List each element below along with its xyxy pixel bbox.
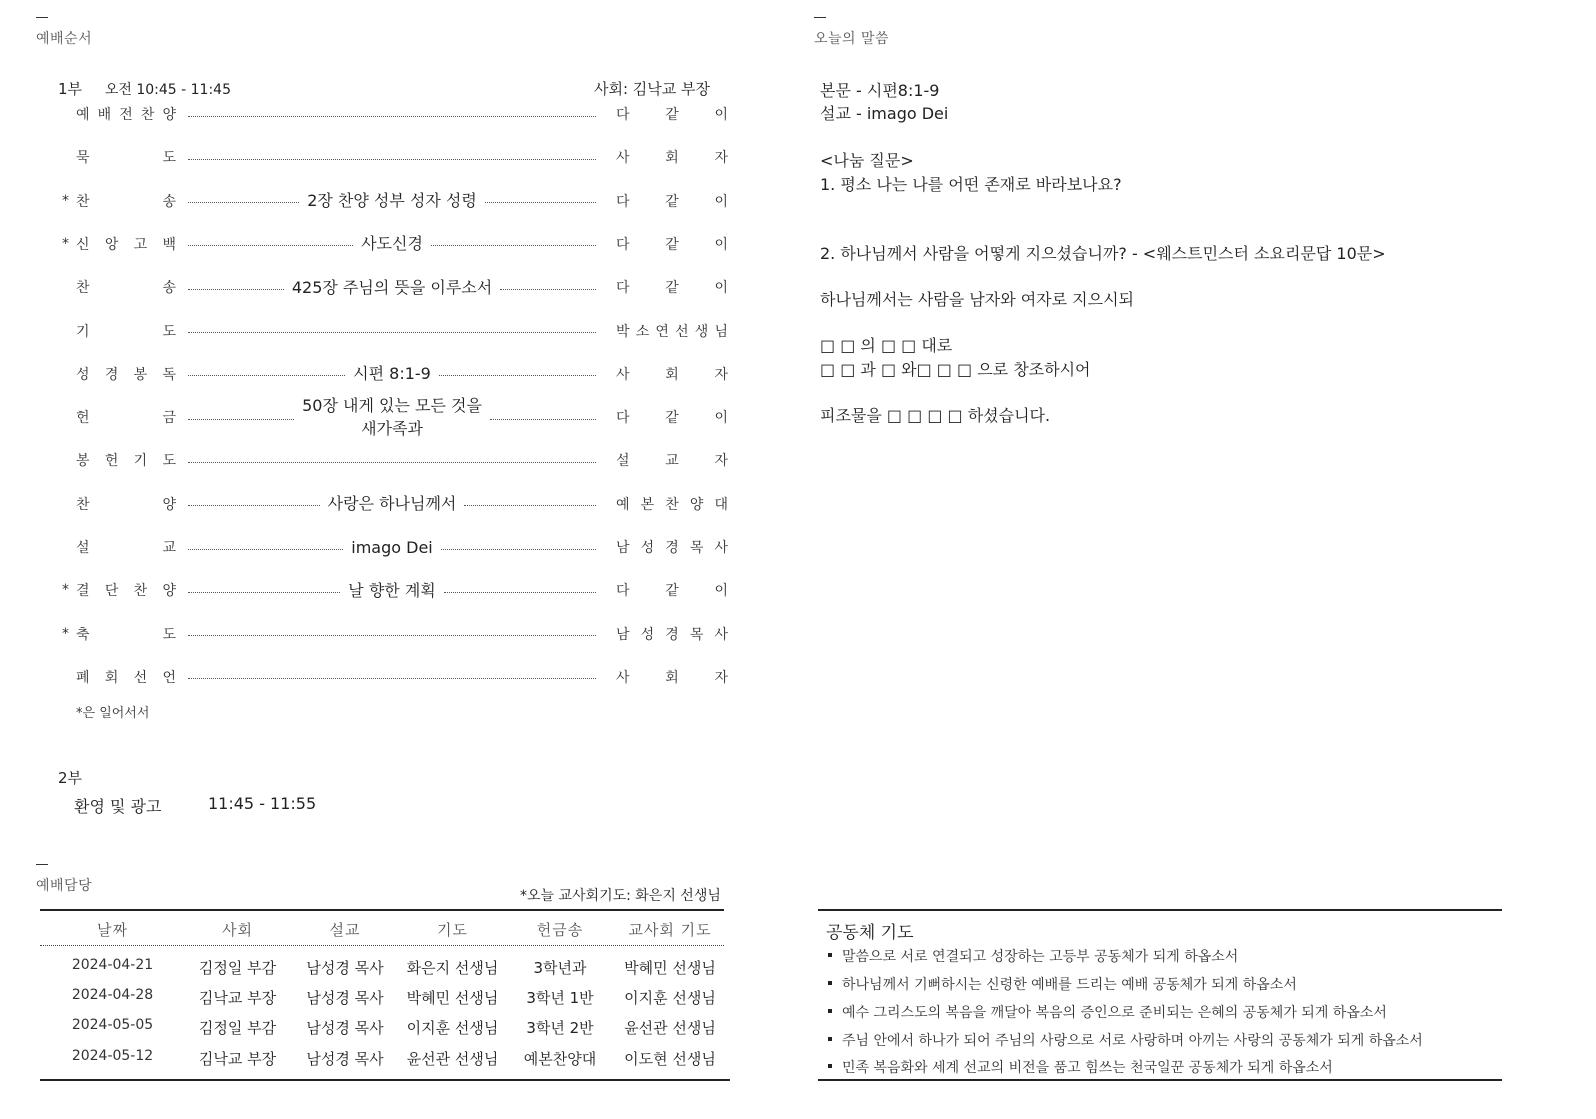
cell-date: 2024-05-12 — [71, 1048, 154, 1064]
order-item-label — [62, 450, 180, 470]
dotted-leader — [188, 635, 596, 636]
dotted-leader — [188, 332, 596, 333]
section-mark-word — [814, 17, 826, 18]
dotted-leader — [188, 245, 353, 246]
leader-char: 성 — [640, 540, 655, 556]
leader-char: 이 — [714, 583, 728, 600]
label-char: 양 — [162, 583, 176, 600]
sermon-title: 설교 - imago Dei — [820, 104, 949, 123]
order-item-label-chars — [76, 234, 176, 254]
label-char: 헌 — [104, 453, 119, 470]
dotted-leader — [441, 549, 596, 550]
leader-char: 본 — [640, 496, 655, 513]
leader-char: 이 — [714, 236, 728, 253]
order-item-label — [62, 364, 180, 384]
dotted-leader — [188, 462, 596, 463]
dotted-leader — [188, 592, 340, 593]
order-item-label — [62, 580, 180, 600]
order-item-label-chars — [76, 191, 176, 211]
order-item — [62, 657, 728, 697]
order-item-content: 시편 8:1-9 — [353, 364, 431, 384]
label-char: 찬 — [133, 583, 148, 600]
dotted-leader — [188, 419, 294, 420]
order-item-leader-name — [616, 407, 728, 427]
label-char: 독 — [162, 366, 176, 383]
order-item-content: 사랑은 하나님께서 — [327, 494, 457, 514]
prayer-item — [828, 946, 1238, 966]
order-item-leader — [188, 536, 596, 559]
label-char: 송 — [162, 193, 176, 210]
leader-char: 같 — [665, 236, 679, 253]
prayer-item-text: 하나님께서 기뻐하시는 신령한 예배를 드리는 예배 공동체가 되게 하옵소서 — [842, 977, 1297, 993]
order-item-leader-name — [616, 494, 728, 514]
table-row — [40, 957, 730, 978]
header-offering-song: 헌금송 — [536, 921, 584, 939]
label-char: 도 — [162, 453, 176, 470]
part1-host: 사회: 김낙교 부장 — [594, 80, 711, 98]
prayer-item — [828, 1057, 1333, 1077]
label-char: 배 — [97, 107, 112, 123]
order-item-label-chars — [76, 537, 176, 557]
prayer-item — [828, 974, 1297, 994]
leader-char: 선 — [675, 323, 689, 340]
label-char: 헌 — [76, 410, 90, 427]
cell-host: 김낙교 부장 — [198, 989, 277, 1007]
table-row — [40, 1017, 730, 1038]
cell-date: 2024-04-21 — [71, 957, 154, 973]
leader-char: 사 — [714, 540, 728, 556]
order-item-label-chars — [76, 321, 176, 341]
label-char: 예 — [76, 107, 90, 123]
order-item-leader — [188, 155, 596, 160]
dotted-leader — [500, 289, 596, 290]
leader-char: 경 — [665, 540, 679, 556]
order-item-label — [62, 147, 180, 167]
order-item-leader-name — [616, 580, 728, 600]
dotted-leader — [444, 592, 596, 593]
cell-prayer: 화은지 선생님 — [406, 959, 499, 977]
leader-char: 경 — [665, 626, 679, 643]
standing-marker: * — [62, 192, 69, 209]
leader-char: 생 — [694, 323, 709, 340]
leader-char: 이 — [714, 193, 728, 210]
header-date: 날짜 — [97, 921, 128, 939]
order-item-leader-name — [616, 537, 728, 557]
leader-char: 이 — [714, 410, 728, 427]
part2-item: 환영 및 광고 — [74, 797, 162, 816]
order-item-label-chars — [76, 450, 176, 470]
order-item-label — [62, 667, 180, 687]
order-item-leader — [188, 112, 596, 117]
label-char: 축 — [76, 626, 90, 643]
leader-char: 다 — [616, 236, 630, 253]
cell-sermon: 남성경 목사 — [306, 959, 384, 977]
label-char: 앙 — [104, 236, 119, 253]
order-item — [62, 94, 728, 134]
answer-line-1: 하나님께서는 사람을 남자와 여자로 지으시되 — [820, 290, 1135, 309]
table-top-rule — [40, 909, 724, 911]
table-row — [40, 987, 730, 1008]
order-item — [62, 527, 728, 567]
label-char: 단 — [104, 583, 119, 600]
cell-sermon: 남성경 목사 — [306, 989, 384, 1007]
table-bottom-rule — [40, 1079, 730, 1081]
table-header-rule — [40, 945, 724, 946]
order-item-label — [62, 104, 180, 124]
order-item-label — [62, 407, 180, 427]
leader-char: 같 — [665, 107, 679, 123]
standing-marker: * — [62, 235, 69, 252]
order-item-content: 날 향한 계획 — [348, 580, 436, 600]
leader-char: 자 — [714, 669, 728, 686]
teacher-prayer-note: *오늘 교사회기도: 화은지 선생님 — [520, 888, 721, 904]
part1-label: 1부 — [58, 80, 83, 98]
order-item-label-chars — [76, 277, 176, 297]
order-item-label-chars — [76, 624, 176, 644]
order-item-content: 50장 내게 있는 모든 것을 새가족과 — [302, 396, 482, 439]
question-1: 1. 평소 나는 나를 어떤 존재로 바라보나요? — [820, 175, 1122, 194]
leader-char: 사 — [616, 150, 630, 167]
dotted-leader — [188, 289, 284, 290]
order-item-label-chars — [76, 407, 176, 427]
label-char: 경 — [104, 366, 119, 383]
section-mark-order — [36, 17, 48, 18]
order-item-label-chars — [76, 580, 176, 600]
dotted-leader — [490, 419, 596, 420]
cell-prayer: 윤선관 선생님 — [406, 1050, 499, 1068]
label-char: 찬 — [140, 107, 155, 123]
dotted-leader — [439, 375, 596, 376]
standing-note: *은 일어서서 — [76, 706, 150, 721]
schedule-section-title: 예배담당 — [36, 878, 93, 894]
answer-line-4: 피조물을 □ □ □ □ 하셨습니다. — [820, 406, 1051, 425]
leader-char: 목 — [689, 540, 704, 556]
dotted-leader — [188, 116, 596, 117]
leader-char: 이 — [714, 280, 728, 297]
part2-time: 11:45 - 11:55 — [208, 794, 317, 813]
cell-prayer: 이지훈 선생님 — [406, 1019, 499, 1037]
label-char: 결 — [76, 583, 90, 600]
order-item-label — [62, 321, 180, 341]
label-char: 금 — [162, 410, 176, 427]
prayer-item-text: 주님 안에서 하나가 되어 주님의 사랑으로 서로 사랑하며 아끼는 사랑의 공동체가 되게 하옵소서 — [842, 1033, 1423, 1049]
leader-char: 교 — [665, 453, 679, 470]
prayer-top-rule — [818, 909, 1502, 911]
order-item-label-chars — [76, 667, 176, 687]
label-char: 양 — [162, 107, 176, 123]
cell-teacher-prayer: 윤선관 선생님 — [624, 1019, 716, 1037]
prayer-item-text: 민족 복음화와 세계 선교의 비전을 품고 힘쓰는 천국일꾼 공동체가 되게 하옵소서 — [842, 1060, 1333, 1076]
dotted-leader — [431, 245, 596, 246]
label-char: 도 — [162, 150, 176, 167]
label-char: 폐 — [76, 669, 90, 686]
order-item-leader — [188, 328, 596, 333]
label-char: 기 — [133, 453, 148, 470]
prayer-item-text: 말씀으로 서로 연결되고 성장하는 고등부 공동체가 되게 하옵소서 — [842, 949, 1239, 965]
bullet-icon — [828, 953, 832, 957]
order-item-leader — [188, 458, 596, 463]
part1-time: 오전 10:45 - 11:45 — [104, 82, 231, 98]
leader-char: 연 — [655, 323, 669, 340]
section-mark-schedule — [36, 864, 48, 865]
order-item-leader — [188, 232, 596, 255]
leader-char: 자 — [714, 453, 728, 470]
dotted-leader — [188, 678, 596, 679]
dotted-leader — [188, 159, 596, 160]
bullet-icon — [828, 981, 832, 985]
order-item-leader-name — [616, 321, 728, 341]
leader-char: 목 — [689, 626, 704, 643]
label-char: 전 — [119, 107, 133, 123]
bullet-icon — [828, 1009, 832, 1013]
dotted-leader — [485, 202, 596, 203]
order-item-leader-name — [616, 277, 728, 297]
cell-host: 김정일 부감 — [198, 1019, 277, 1037]
label-char: 찬 — [76, 280, 90, 297]
order-item-label — [62, 234, 180, 254]
order-item-leader — [188, 631, 596, 636]
label-char: 찬 — [76, 496, 90, 513]
leader-char: 회 — [665, 366, 679, 383]
label-char: 도 — [162, 323, 176, 340]
order-item — [62, 396, 728, 439]
leader-char: 같 — [665, 583, 679, 600]
order-item-leader-name — [616, 450, 728, 470]
cell-sermon: 남성경 목사 — [306, 1019, 384, 1037]
prayer-title: 공동체 기도 — [826, 923, 914, 943]
label-char: 송 — [162, 280, 176, 297]
standing-marker: * — [62, 625, 69, 642]
bullet-icon — [828, 1037, 832, 1041]
order-item-content: imago Dei — [351, 537, 433, 557]
dotted-leader — [188, 375, 345, 376]
prayer-item-text: 예수 그리스도의 복음을 깨달아 복음의 증인으로 준비되는 은혜의 공동체가 되게 하옵소서 — [842, 1005, 1387, 1021]
leader-char: 같 — [665, 280, 679, 297]
leader-char: 님 — [714, 323, 728, 340]
leader-char: 자 — [714, 150, 728, 167]
order-item-leader — [188, 674, 596, 679]
leader-char: 박 — [616, 323, 630, 340]
label-char: 기 — [76, 323, 90, 340]
label-char: 봉 — [133, 366, 148, 383]
leader-char: 남 — [616, 626, 630, 643]
leader-char: 사 — [714, 626, 728, 643]
table-header — [40, 919, 730, 940]
leader-char: 찬 — [665, 496, 679, 513]
order-item — [62, 354, 728, 394]
label-char: 언 — [162, 669, 176, 686]
bullet-icon — [828, 1064, 832, 1068]
label-char: 회 — [104, 669, 119, 686]
scripture-reference: 본문 - 시편8:1-9 — [820, 81, 940, 100]
order-item — [62, 614, 728, 654]
leader-char: 다 — [616, 193, 630, 210]
leader-char: 다 — [616, 107, 630, 123]
label-char: 선 — [133, 669, 148, 686]
order-item-label — [62, 277, 180, 297]
cell-teacher-prayer: 박혜민 선생님 — [624, 959, 716, 977]
cell-offering-song: 3학년 2반 — [526, 1019, 594, 1037]
order-item — [62, 181, 728, 221]
leader-char: 설 — [616, 453, 630, 470]
prayer-item — [828, 1002, 1387, 1022]
leader-char: 성 — [640, 626, 655, 643]
label-char: 교 — [162, 540, 176, 556]
leader-char: 예 — [616, 496, 630, 513]
leader-char: 자 — [714, 366, 728, 383]
label-char: 성 — [76, 366, 90, 383]
order-item-leader-name — [616, 624, 728, 644]
word-section-title: 오늘의 말씀 — [814, 31, 890, 47]
part2-label: 2부 — [58, 769, 83, 787]
leader-char: 소 — [635, 323, 650, 340]
label-char: 묵 — [76, 150, 90, 167]
answer-line-3: □ □ 과 □ 와□ □ □ 으로 창조하시어 — [820, 360, 1091, 379]
label-char: 찬 — [76, 193, 90, 210]
label-char: 도 — [162, 626, 176, 643]
cell-prayer: 박혜민 선생님 — [406, 989, 499, 1007]
order-item — [62, 484, 728, 524]
cell-host: 김낙교 부장 — [198, 1050, 277, 1068]
leader-char: 다 — [616, 410, 630, 427]
share-heading: <나눔 질문> — [820, 151, 914, 170]
order-item-leader-name — [616, 667, 728, 687]
leader-char: 회 — [665, 669, 679, 686]
header-teacher-prayer: 교사회 기도 — [628, 921, 712, 939]
cell-date: 2024-05-05 — [71, 1017, 154, 1033]
prayer-bottom-rule — [818, 1079, 1502, 1081]
order-item-label-chars — [76, 494, 176, 514]
leader-char: 같 — [665, 410, 679, 427]
order-item-leader — [188, 362, 596, 385]
order-section-title: 예배순서 — [36, 31, 93, 47]
order-item-label — [62, 624, 180, 644]
cell-offering-song: 3학년 1반 — [526, 989, 594, 1007]
dotted-leader — [188, 202, 299, 203]
order-item-leader — [188, 394, 596, 440]
leader-char: 대 — [714, 496, 728, 513]
answer-line-2: □ □ 의 □ □ 대로 — [820, 336, 953, 355]
leader-char: 이 — [714, 107, 728, 123]
header-host: 사회 — [222, 921, 253, 939]
leader-char: 사 — [616, 366, 630, 383]
order-item-leader-name — [616, 104, 728, 124]
leader-char: 다 — [616, 280, 630, 297]
order-item — [62, 570, 728, 610]
header-sermon: 설교 — [329, 921, 361, 939]
order-item-leader-name — [616, 364, 728, 384]
dotted-leader — [464, 505, 596, 506]
order-item — [62, 311, 728, 351]
order-item-content: 2장 찬양 성부 성자 성령 — [307, 191, 477, 211]
cell-date: 2024-04-28 — [71, 987, 154, 1003]
order-item — [62, 440, 728, 480]
prayer-item — [828, 1030, 1423, 1050]
order-item-leader — [188, 492, 596, 515]
dotted-leader — [188, 549, 343, 550]
order-item-content: 사도신경 — [361, 234, 423, 254]
label-char: 고 — [133, 236, 148, 253]
question-2: 2. 하나님께서 사람을 어떻게 지으셨습니까? - <웨스트민스터 소요리문답 10문> — [820, 244, 1386, 263]
order-item-leader-name — [616, 234, 728, 254]
order-item-leader-name — [616, 191, 728, 211]
order-item-leader — [188, 189, 596, 212]
cell-teacher-prayer: 이지훈 선생님 — [624, 989, 716, 1007]
order-item-leader — [188, 276, 596, 299]
order-item — [62, 137, 728, 177]
leader-char: 다 — [616, 583, 630, 600]
cell-offering-song: 예본찬양대 — [523, 1050, 597, 1068]
cell-host: 김정일 부감 — [198, 959, 277, 977]
leader-char: 사 — [616, 669, 630, 686]
order-item-label — [62, 191, 180, 211]
cell-sermon: 남성경 목사 — [306, 1050, 384, 1068]
label-char: 설 — [76, 540, 90, 556]
leader-char: 양 — [689, 496, 704, 513]
header-prayer: 기도 — [437, 921, 468, 939]
order-item-content: 425장 주님의 뜻을 이루소서 — [291, 277, 493, 297]
leader-char: 남 — [616, 540, 630, 556]
standing-marker: * — [62, 582, 69, 599]
order-item-label-chars — [76, 104, 176, 124]
label-char: 봉 — [76, 453, 90, 470]
table-row — [40, 1048, 730, 1069]
order-item-label-chars — [76, 147, 176, 167]
cell-teacher-prayer: 이도현 선생님 — [624, 1050, 716, 1068]
order-item-leader-name — [616, 147, 728, 167]
label-char: 신 — [76, 236, 90, 253]
order-item — [62, 267, 728, 307]
order-item-label — [62, 494, 180, 514]
label-char: 백 — [162, 236, 176, 253]
leader-char: 회 — [665, 150, 679, 167]
order-item-label-chars — [76, 364, 176, 384]
leader-char: 같 — [665, 193, 679, 210]
dotted-leader — [188, 505, 320, 506]
cell-offering-song: 3학년과 — [533, 959, 587, 977]
order-item — [62, 224, 728, 264]
label-char: 양 — [162, 496, 176, 513]
order-item-label — [62, 537, 180, 557]
order-item-leader — [188, 579, 596, 602]
